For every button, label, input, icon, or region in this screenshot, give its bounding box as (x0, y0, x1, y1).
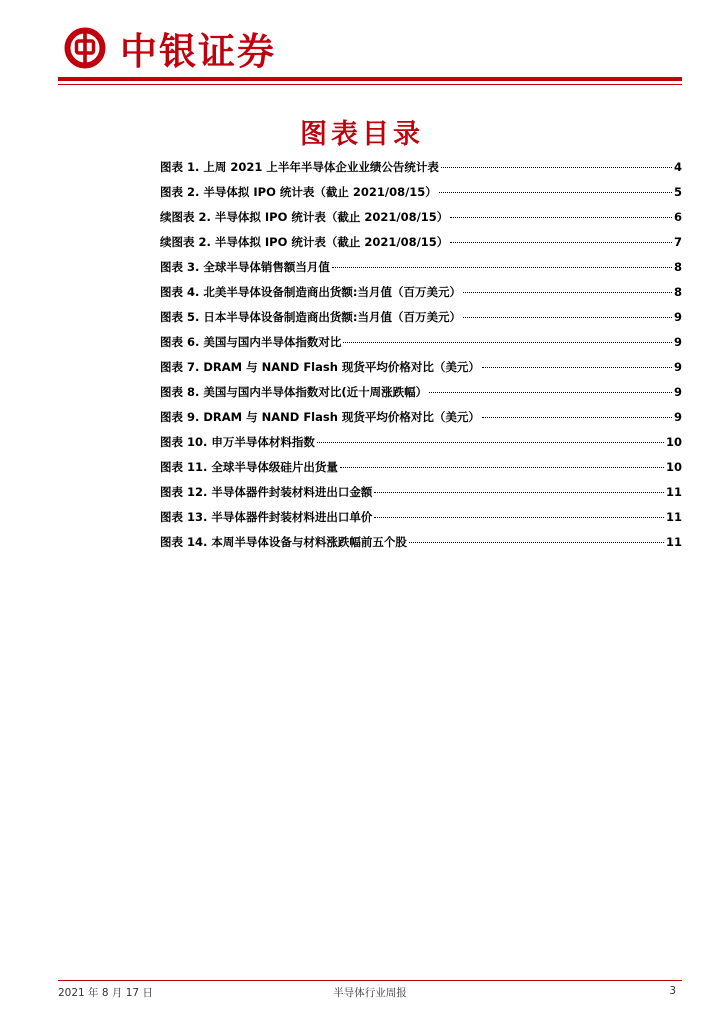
toc-entry[interactable] (160, 255, 682, 280)
header-divider-thin (58, 84, 682, 85)
toc-dot-leader (463, 317, 672, 318)
toc-entry-label: 图表 7. DRAM 与 NAND Flash 现货平均价格对比（美元） (160, 360, 480, 374)
toc-entry[interactable] (160, 155, 682, 180)
footer-date: 2021 年 8 月 17 日 (58, 987, 153, 999)
toc-dot-leader (450, 242, 672, 243)
toc-dot-leader (439, 192, 672, 193)
toc-dot-leader (340, 467, 664, 468)
toc-list (160, 155, 682, 555)
toc-entry-page-number: 9 (673, 410, 682, 424)
header-divider-thick (58, 77, 682, 81)
toc-entry[interactable] (160, 505, 682, 530)
toc-dot-leader (450, 217, 672, 218)
toc-entry-label: 图表 1. 上周 2021 上半年半导体企业业绩公告统计表 (160, 160, 439, 174)
toc-entry-label: 图表 13. 半导体器件封装材料进出口单价 (160, 510, 373, 524)
footer-divider (58, 980, 682, 981)
footer-report-title: 半导体行业周报 (333, 987, 407, 999)
toc-entry[interactable] (160, 455, 682, 480)
toc-entry-page-number: 6 (673, 210, 682, 224)
toc-entry-page-number: 8 (673, 285, 682, 299)
toc-dot-leader (482, 417, 672, 418)
toc-entry-page-number: 11 (665, 535, 682, 549)
toc-entry-page-number: 10 (665, 460, 682, 474)
company-name: 中银证券 (120, 29, 276, 73)
toc-dot-leader (482, 367, 672, 368)
toc-dot-leader (332, 267, 672, 268)
toc-entry-page-number: 7 (673, 235, 682, 249)
toc-entry-page-number: 11 (665, 510, 682, 524)
toc-entry-label: 图表 12. 半导体器件封装材料进出口金额 (160, 485, 373, 499)
toc-entry[interactable] (160, 480, 682, 505)
toc-entry[interactable] (160, 280, 682, 305)
toc-entry-label: 图表 4. 北美半导体设备制造商出货额:当月值（百万美元） (160, 285, 461, 299)
toc-entry-label: 图表 8. 美国与国内半导体指数对比(近十周涨跌幅） (160, 385, 428, 399)
toc-entry-label: 图表 2. 半导体拟 IPO 统计表（截止 2021/08/15） (160, 185, 437, 199)
toc-entry[interactable] (160, 330, 682, 355)
footer-page-number: 3 (669, 985, 676, 997)
toc-entry-page-number: 9 (673, 385, 682, 399)
toc-entry-label: 图表 6. 美国与国内半导体指数对比 (160, 335, 342, 349)
toc-entry-label: 图表 3. 全球半导体销售额当月值 (160, 260, 330, 274)
toc-entry[interactable] (160, 180, 682, 205)
toc-entry-page-number: 9 (673, 335, 682, 349)
toc-entry-label: 续图表 2. 半导体拟 IPO 统计表（截止 2021/08/15） (160, 235, 449, 249)
toc-entry-page-number: 9 (673, 310, 682, 324)
toc-entry-label: 图表 5. 日本半导体设备制造商出货额:当月值（百万美元） (160, 310, 461, 324)
toc-entry[interactable] (160, 405, 682, 430)
toc-entry-label: 续图表 2. 半导体拟 IPO 统计表（截止 2021/08/15） (160, 210, 449, 224)
toc-dot-leader (343, 342, 672, 343)
toc-entry[interactable] (160, 355, 682, 380)
toc-entry-page-number: 5 (673, 185, 682, 199)
toc-entry-page-number: 9 (673, 360, 682, 374)
bank-of-china-logo-icon (64, 27, 106, 69)
toc-entry-label: 图表 10. 申万半导体材料指数 (160, 435, 315, 449)
toc-entry[interactable] (160, 530, 682, 555)
toc-entry-page-number: 11 (665, 485, 682, 499)
toc-dot-leader (441, 167, 672, 168)
toc-dot-leader (374, 492, 664, 493)
toc-dot-leader (429, 392, 672, 393)
toc-dot-leader (317, 442, 664, 443)
toc-entry[interactable] (160, 380, 682, 405)
toc-entry-label: 图表 9. DRAM 与 NAND Flash 现货平均价格对比（美元） (160, 410, 480, 424)
toc-dot-leader (409, 542, 664, 543)
brand-logo (64, 24, 276, 72)
toc-entry[interactable] (160, 430, 682, 455)
toc-entry[interactable] (160, 205, 682, 230)
toc-dot-leader (463, 292, 672, 293)
toc-entry[interactable] (160, 230, 682, 255)
toc-entry-page-number: 10 (665, 435, 682, 449)
toc-entry-page-number: 8 (673, 260, 682, 274)
toc-entry-label: 图表 14. 本周半导体设备与材料涨跌幅前五个股 (160, 535, 407, 549)
toc-entry[interactable] (160, 305, 682, 330)
toc-dot-leader (374, 517, 664, 518)
toc-entry-label: 图表 11. 全球半导体级硅片出货量 (160, 460, 338, 474)
toc-title: 图表目录 (300, 119, 424, 150)
toc-entry-page-number: 4 (673, 160, 682, 174)
